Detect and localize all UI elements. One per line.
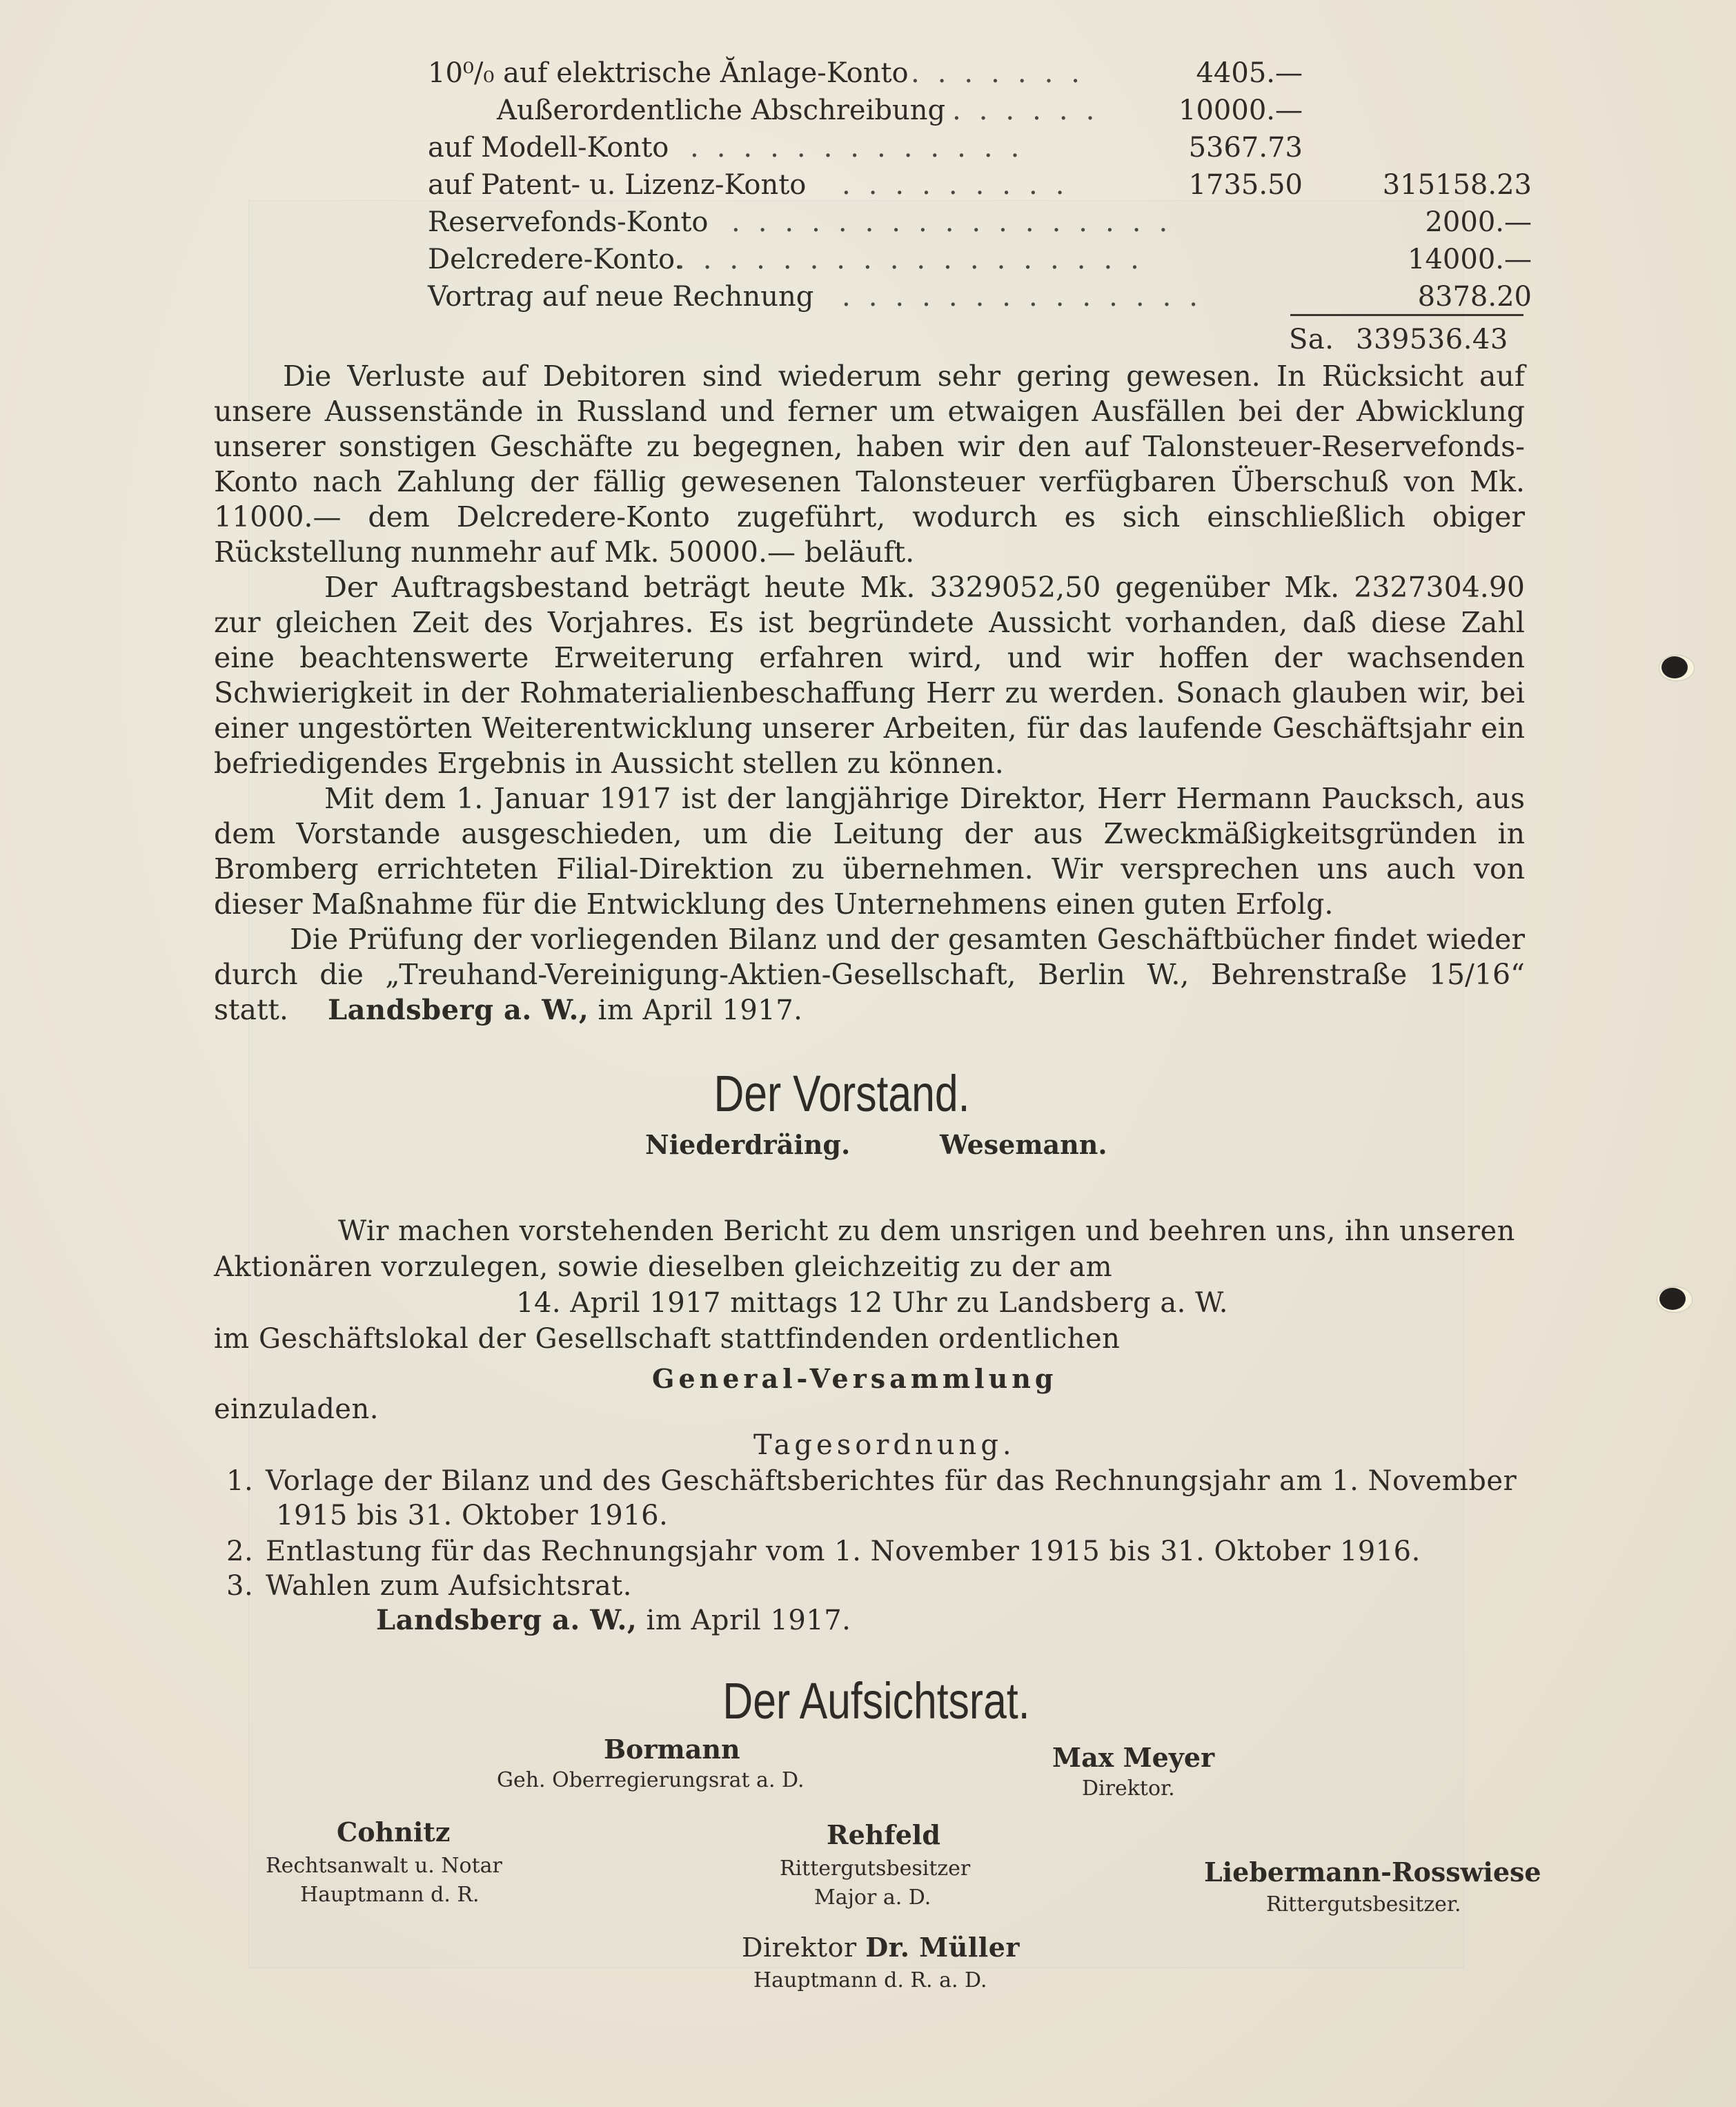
row-label: Delcredere-Konto.: [428, 244, 684, 275]
member-name: Liebermann-Rosswiese: [1204, 1856, 1541, 1888]
aufsichtsrat-heading: Der Aufsichtsrat.: [722, 1672, 1030, 1729]
table-row: [428, 92, 1532, 128]
sum-rule: [1290, 314, 1523, 316]
paragraph-text: Die Verluste auf Debitoren sind wiederum sehr gering gewesen. In Rücksicht auf unsere Aussenstände in Russland und ferner um etwaigen Ausfällen bei der Abwicklung unserer sonstigen Geschäfte zu begegnen, haben wir den auf Talonsteuer-Reservefonds-Konto nach Zahlung der fällig gewesenen Talonsteuer verfügbaren Überschuß von Mk. 11000.— dem Delcredere-Konto zugeführt, wodurch es sich einschließlich obiger Rückstellung nunmehr auf Mk. 50000.— beläuft.: [214, 360, 1525, 569]
table-row: [428, 130, 1532, 166]
member-role: Geh. Oberregierungsrat a. D.: [497, 1768, 805, 1792]
row-label: auf Patent- u. Lizenz-Konto: [428, 169, 807, 201]
member-name-line: [742, 1930, 1020, 1966]
agenda-number: 2.: [226, 1536, 254, 1567]
agenda-item-text: Wahlen zum Aufsichtsrat.: [266, 1570, 632, 1602]
table-row: [428, 204, 1532, 240]
vorstand-heading: Der Vorstand.: [713, 1065, 970, 1122]
row-label: auf Modell-Konto: [428, 132, 669, 164]
row-label: Reservefonds-Konto: [428, 206, 709, 238]
member-role: Rittergutsbesitzer: [780, 1856, 971, 1881]
sum-label: Sa.: [1289, 324, 1334, 355]
member-name: Bormann: [604, 1734, 740, 1765]
invitation-line: Wir machen vorstehenden Bericht zu dem unsrigen und beehren uns, ihn unseren: [338, 1215, 1515, 1247]
leader-dots: .......: [911, 57, 1098, 89]
general-assembly-heading: General-Versammlung: [652, 1363, 1058, 1394]
row-subtotal: 4405.—: [1196, 57, 1303, 89]
row-total: 2000.—: [1425, 206, 1532, 238]
agenda-item-text: Entlastung für das Rechnungsjahr vom 1. November 1915 bis 31. Oktober 1916.: [266, 1536, 1421, 1567]
paragraph-losses: [214, 359, 1525, 570]
invitation-line: Aktionären vorzulegen, sowie dieselben gleichzeitig zu der am: [214, 1251, 1113, 1283]
sum-value: 339536.43: [1356, 324, 1508, 355]
leader-dots: .............: [690, 132, 1038, 164]
member-role: Hauptmann d. R. a. D.: [753, 1968, 987, 1992]
leader-dots: .........: [842, 169, 1083, 201]
member-role: Hauptmann d. R.: [300, 1883, 480, 1907]
date: im April 1917.: [646, 1605, 851, 1636]
invitation-line: im Geschäftslokal der Gesellschaft stattfindenden ordentlichen: [214, 1323, 1121, 1355]
punch-hole: [1659, 656, 1694, 680]
date: im April 1917.: [598, 994, 803, 1026]
paragraph-text: Die Prüfung der vorliegenden Bilanz und der gesamten Geschäftbücher findet wieder durch die „Treuhand-Vereinigung-Aktien-Gesellschaft, Berlin W., Behrenstraße 15/16“ statt.: [214, 923, 1525, 1026]
row-label: Vortrag auf neue Rechnung: [428, 281, 814, 313]
member-name: Cohnitz: [337, 1816, 451, 1848]
vorstand-signatory: Niederdräing.: [645, 1129, 851, 1160]
member-role: Direktor.: [1082, 1776, 1175, 1801]
row-label: Außerordentliche Abschreibung: [497, 95, 946, 126]
agenda-number: 3.: [226, 1570, 254, 1602]
row-subtotal: 1735.50: [1188, 169, 1303, 201]
paragraph-text: Der Auftragsbestand beträgt heute Mk. 3329052,50 gegenüber Mk. 2327304.90 zur gleichen Zeit des Vorjahres. Es ist begründete Aussicht vorhanden, daß diese Zahl eine beachtenswerte Erweiterung erfahren wird, und wir hoffen der wachsenden Schwierigkeit in der Rohmaterialienbeschaffung Herr zu werden. Sonach glauben wir, bei einer ungestörten Weiterentwicklung unserer Arbeiten, für das laufende Geschäftsjahr ein befriedigendes Ergebnis in Aussicht stellen zu können.: [214, 571, 1525, 780]
row-label: 10⁰/₀ auf elektrische Ănlage-Konto: [428, 57, 909, 89]
table-row: [428, 242, 1532, 277]
row-total: 8378.20: [1417, 281, 1532, 313]
member-name: Rehfeld: [827, 1819, 940, 1850]
member-role: Rittergutsbesitzer.: [1266, 1892, 1461, 1917]
table-row: [428, 167, 1532, 203]
place-date-2: [376, 1603, 851, 1638]
row-total: 14000.—: [1408, 244, 1532, 275]
place: Landsberg a. W.,: [328, 994, 589, 1026]
leader-dots: .................: [731, 206, 1186, 238]
paragraph-director: [214, 781, 1525, 922]
member-title: Direktor: [742, 1932, 857, 1963]
row-subtotal: 10000.—: [1178, 95, 1303, 126]
agenda-item-text: Vorlage der Bilanz und des Geschäftsberichtes für das Rechnungsjahr am 1. November: [266, 1465, 1517, 1497]
leader-dots: ..............: [842, 281, 1216, 313]
agenda-heading: Tagesordnung.: [753, 1429, 1016, 1461]
invitation-line: 14. April 1917 mittags 12 Uhr zu Landsberg a. W.: [516, 1287, 1228, 1319]
member-role: Rechtsanwalt u. Notar: [266, 1854, 502, 1878]
place-date-1: [328, 992, 802, 1028]
agenda-item-text: 1915 bis 31. Oktober 1916.: [276, 1500, 669, 1531]
paragraph-orders: [214, 570, 1525, 781]
member-name: Max Meyer: [1052, 1742, 1215, 1773]
leader-dots: ......: [952, 95, 1113, 126]
member-role: Major a. D.: [814, 1885, 931, 1910]
vorstand-signatory: Wesemann.: [940, 1129, 1107, 1160]
punch-hole: [1657, 1287, 1692, 1312]
member-name: Dr. Müller: [865, 1932, 1020, 1963]
table-row: [428, 55, 1532, 91]
invitation-line: einzuladen.: [214, 1393, 379, 1425]
table-row: [428, 279, 1532, 315]
paragraph-text: Mit dem 1. Januar 1917 ist der langjährige Direktor, Herr Hermann Paucksch, aus dem Vorstande ausgeschieden, um die Leitung der aus Zweckmäßigkeitsgründen in Bromberg errichteten Filial-Direktion zu übernehmen. Wir versprechen uns auch von dieser Maßnahme für die Entwicklung des Unternehmens einen guten Erfolg.: [214, 782, 1525, 921]
row-subtotal: 5367.73: [1188, 132, 1303, 164]
leader-dots: ..................: [676, 244, 1157, 275]
agenda-number: 1.: [226, 1465, 254, 1497]
row-total: 315158.23: [1382, 169, 1532, 201]
place: Landsberg a. W.,: [376, 1604, 638, 1636]
